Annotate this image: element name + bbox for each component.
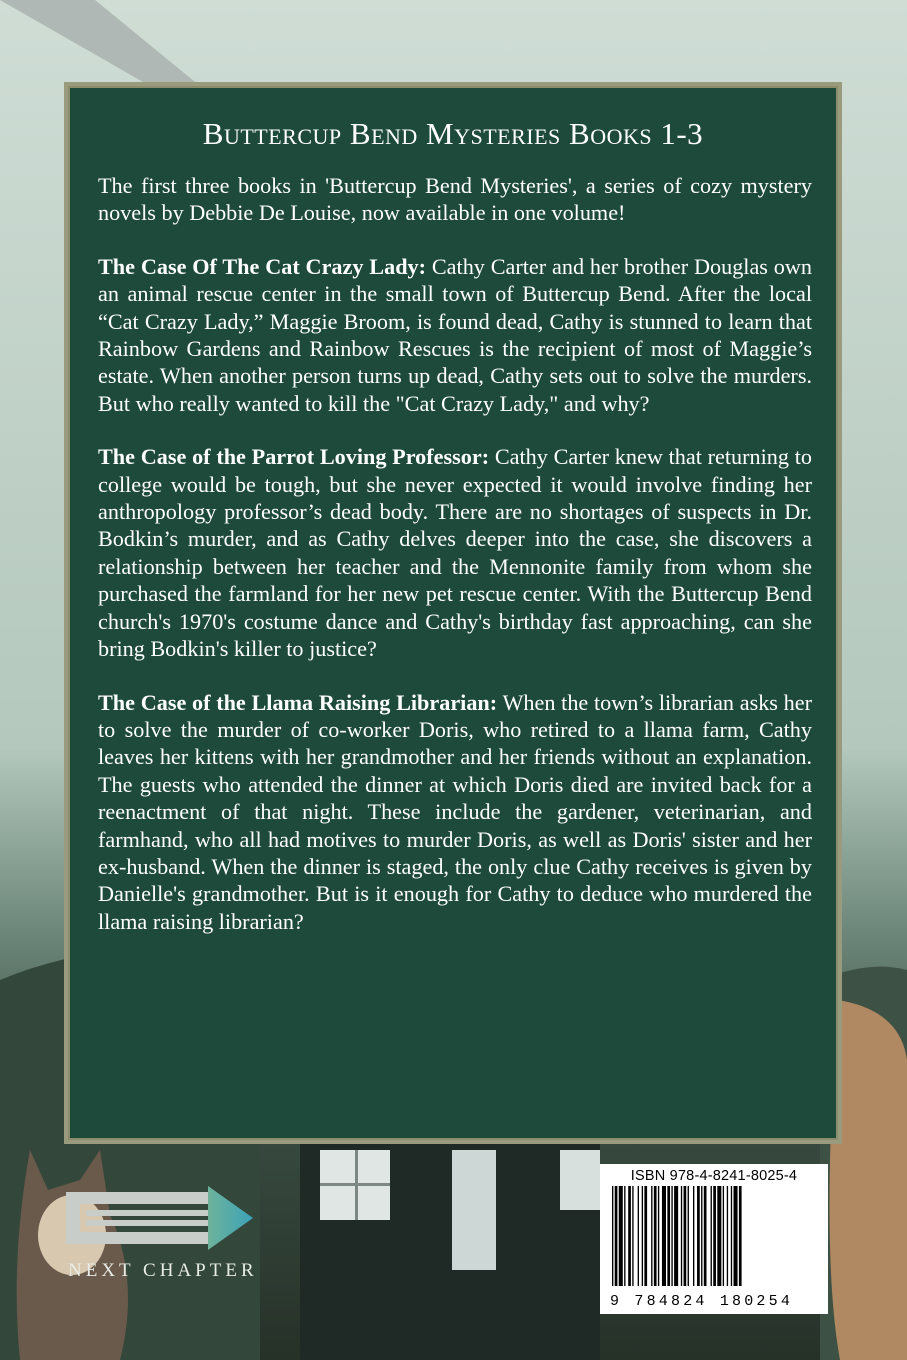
barcode-bar — [674, 1186, 678, 1286]
publisher-name: NEXT CHAPTER — [68, 1260, 258, 1281]
book-1-text: Cathy Carter and her brother Douglas own an animal rescue center in the small town of Buttercup Bend. After the local “Cat Crazy Lady,” Maggie Broom, is found dead, Cathy is stunned to learn that Rainbow Gardens and Rainbow Rescues is the recipient of most of Maggie’s estate. When another person turns up dead, Cathy sets out to solve the murders. But who really wanted to kill the "Cat Crazy Lady," and why? — [98, 253, 812, 416]
barcode-bar — [651, 1186, 652, 1286]
barcode-bar — [701, 1186, 702, 1286]
barcode-bar — [704, 1186, 707, 1286]
barcode-bar — [624, 1186, 625, 1286]
barcode-bar — [632, 1186, 633, 1286]
barcode-bar — [619, 1186, 623, 1286]
barcode-bar — [697, 1186, 700, 1286]
barcode-bar — [642, 1186, 643, 1286]
barcode-bar — [734, 1186, 738, 1286]
isbn-barcode — [600, 1164, 828, 1314]
barcode-bar — [684, 1186, 687, 1286]
intro-paragraph: The first three books in 'Buttercup Bend Mysteries', a series of cozy mystery novels by Debbie De Louise, now available in one volume! — [98, 173, 812, 226]
book-3-text: When the town’s librarian asks her to solve the murder of co-worker Doris, who retired to a llama farm, Cathy leaves her kittens with her grandmother and her friends without an explanation. The guests who attended the dinner at which Doris died are invited back for a reenactment of that night. These include the gardener, veterinarian, and farmhand, who all had motives to murder Doris, as well as Doris' sister and her ex-husband. When the dinner is staged, the only clue Cathy receives is given by Danielle's grandmother. But is it enough for Cathy to deduce who murdered the llama raising librarian? — [98, 689, 812, 934]
barcode-bar — [667, 1186, 670, 1286]
description-panel — [68, 86, 838, 1140]
barcode-bar — [662, 1186, 666, 1286]
book-2-heading: The Case of the Parrot Loving Professor: — [98, 444, 490, 470]
barcode-bar — [671, 1186, 672, 1286]
book-3-heading: The Case of the Llama Raising Librarian: — [98, 689, 498, 715]
book-2-paragraph — [98, 443, 812, 662]
barcode-bar — [612, 1186, 613, 1286]
panel-title: Buttercup Bend Mysteries Books 1-3 — [202, 116, 704, 151]
panel-body — [98, 172, 812, 961]
barcode-bar — [658, 1186, 659, 1286]
barcode-bar — [615, 1186, 618, 1286]
book-1-heading: The Case Of The Cat Crazy Lady: — [98, 253, 427, 279]
barcode-bar — [628, 1186, 631, 1286]
isbn-digits: 9 784824 180254 — [610, 1293, 794, 1310]
barcode-bar — [713, 1186, 716, 1286]
barcode-bar — [717, 1186, 721, 1286]
barcode-bar — [654, 1186, 657, 1286]
barcode-bars — [608, 1186, 820, 1286]
barcode-bar — [644, 1186, 647, 1286]
barcode-bar — [731, 1186, 732, 1286]
barcode-bar — [739, 1186, 742, 1286]
barcode-bar — [711, 1186, 712, 1286]
barcode-bar — [727, 1186, 728, 1286]
book-3-paragraph — [98, 689, 812, 936]
barcode-bar — [688, 1186, 689, 1286]
barcode-bar — [723, 1186, 724, 1286]
barcode-bar — [681, 1186, 682, 1286]
isbn-label: ISBN 978-4-8241-8025-4 — [630, 1168, 798, 1184]
barcode-bar — [693, 1186, 694, 1286]
book-1-paragraph — [98, 253, 812, 417]
book-2-text: Cathy Carter knew that returning to college would be tough, but she never expected it would involve finding her anthropology professor’s dead body. There are no shortages of suspects in Dr. Bodkin’s murder, and as Cathy delves deeper into the case, she discovers a relationship between her teacher and the Mennonite family from whom she purchased the farmland for her new pet rescue center. With the Buttercup Bend church's 1970's costume dance and Cathy's birthday fast approaching, can she bring Bodkin's killer to justice? — [98, 444, 812, 662]
barcode-bar — [638, 1186, 639, 1286]
